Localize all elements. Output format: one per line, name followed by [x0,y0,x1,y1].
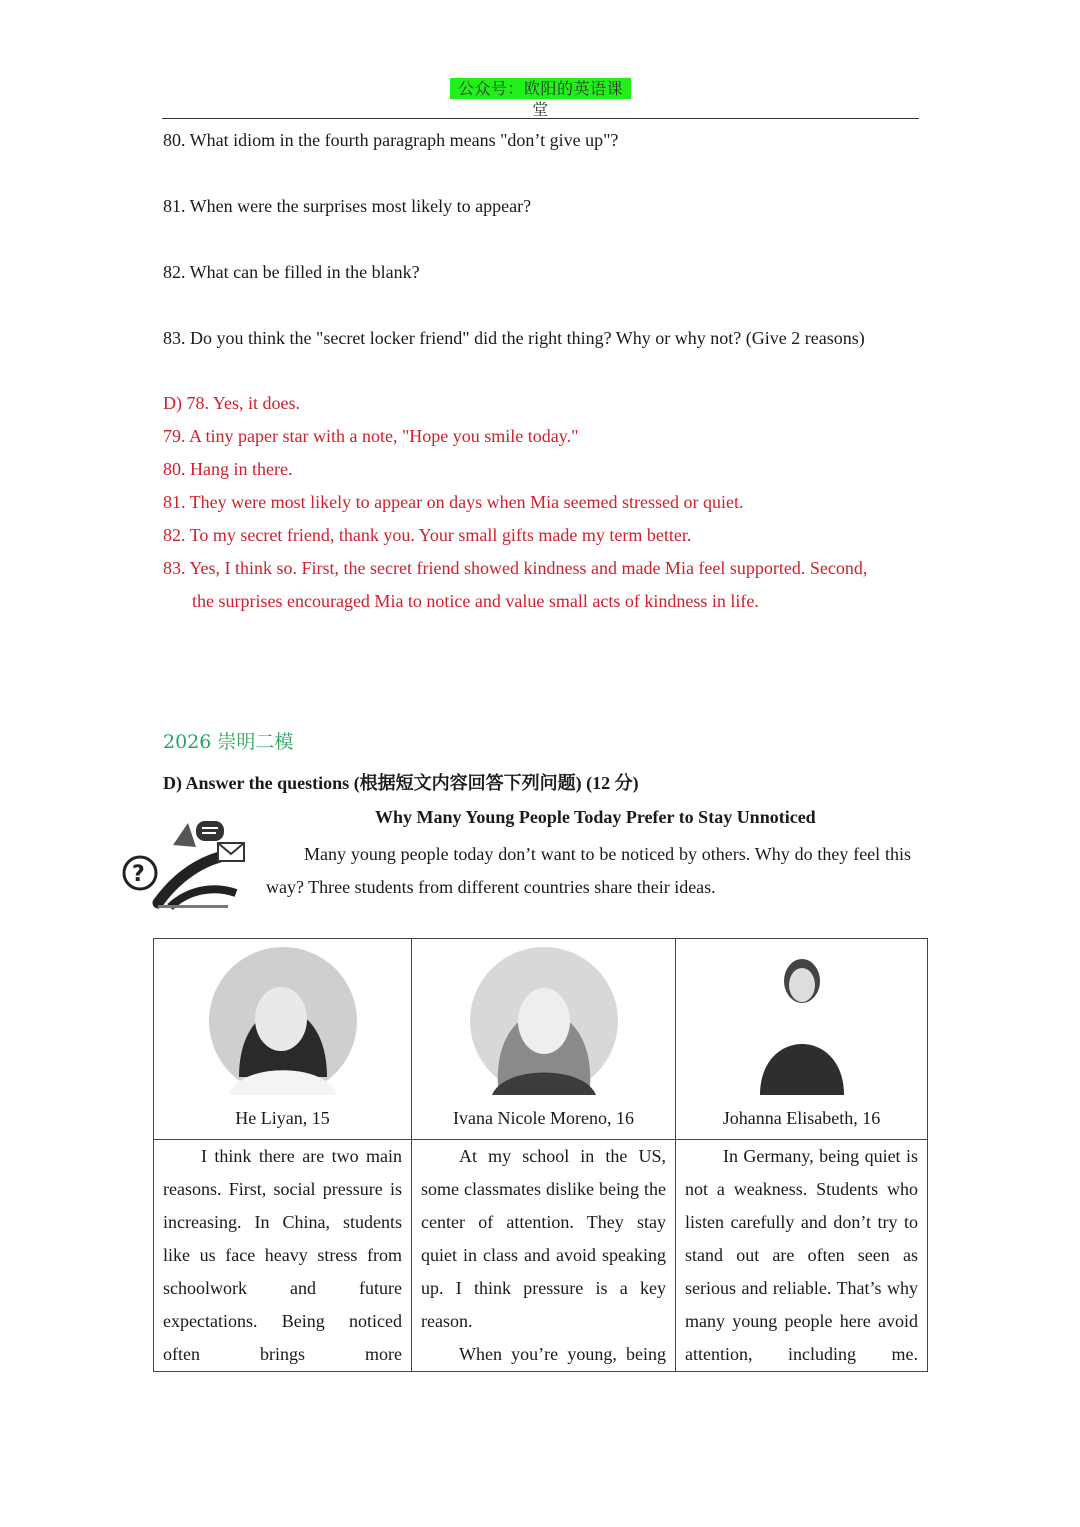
profile-name-1: He Liyan, 15 [235,1108,330,1128]
profile-text-cell-1 [154,1140,412,1372]
answer-82: 82. To my secret friend, thank you. Your small gifts made my term better. [163,525,692,545]
article-title: Why Many Young People Today Prefer to Stay Unnoticed [375,807,816,827]
answer-80: 80. Hang in there. [163,459,293,479]
answer-79: 79. A tiny paper star with a note, "Hope you smile today." [163,426,579,446]
profile-photo-cell-1 [154,939,412,1140]
header-tag: 公众号：欧阳的英语课堂 [450,78,631,99]
header-rule [162,118,919,119]
profile-name-3: Johanna Elisabeth, 16 [722,1108,881,1128]
question-mail-illustration [118,815,248,910]
profile-name-2: Ivana Nicole Moreno, 16 [453,1108,634,1128]
student-photo-2 [470,947,618,1095]
question-82: 82. What can be filled in the blank? [163,262,420,282]
profile-text-3: In Germany, being quiet is not a weakness. Students who listen carefully and don’t try to stand out are often seen as serious and reliable. That’s why many young people here avoid attention, including me. [685,1146,918,1364]
profile-photo-cell-3 [676,939,928,1140]
svg-text:?: ? [132,862,145,887]
question-80: 80. What idiom in the fourth paragraph means "don’t give up"? [163,130,619,150]
section-tag: 2026 崇明二模 [163,731,294,753]
answer-83-line1: 83. Yes, I think so. First, the secret friend showed kindness and made Mia feel supported. Second, [163,558,868,578]
article-intro: Many young people today don’t want to be noticed by others. Why do they feel this way? Three students from different countries share their ideas. [266,844,911,897]
student-photo-3 [742,947,862,1095]
section-heading: D) Answer the questions (根据短文内容回答下列问题) (12 分) [163,773,639,793]
answer-81: 81. They were most likely to appear on days when Mia seemed stressed or quiet. [163,492,744,512]
question-81: 81. When were the surprises most likely to appear? [163,196,532,216]
profile-photo-cell-2 [412,939,676,1140]
profile-text-2: At my school in the US, some classmates dislike being the center of attention. They stay quiet in class and avoid speaking up. I think pressure is a key reason. [421,1146,666,1331]
answer-78: D) 78. Yes, it does. [163,393,301,413]
question-83: 83. Do you think the "secret locker friend" did the right thing? Why or why not? (Give 2 reasons) [163,328,865,348]
answer-83-line2: the surprises encouraged Mia to notice and value small acts of kindness in life. [192,591,759,611]
profiles-table [153,938,928,1372]
profile-text-1: I think there are two main reasons. First, social pressure is increasing. In China, students like us face heavy stress from schoolwork and future expectations. Being noticed often brings more [163,1146,402,1364]
profile-text-2b: When you’re young, being [459,1344,666,1364]
student-photo-1 [209,947,357,1095]
profile-text-cell-2 [412,1140,676,1372]
profile-text-cell-3 [676,1140,928,1372]
